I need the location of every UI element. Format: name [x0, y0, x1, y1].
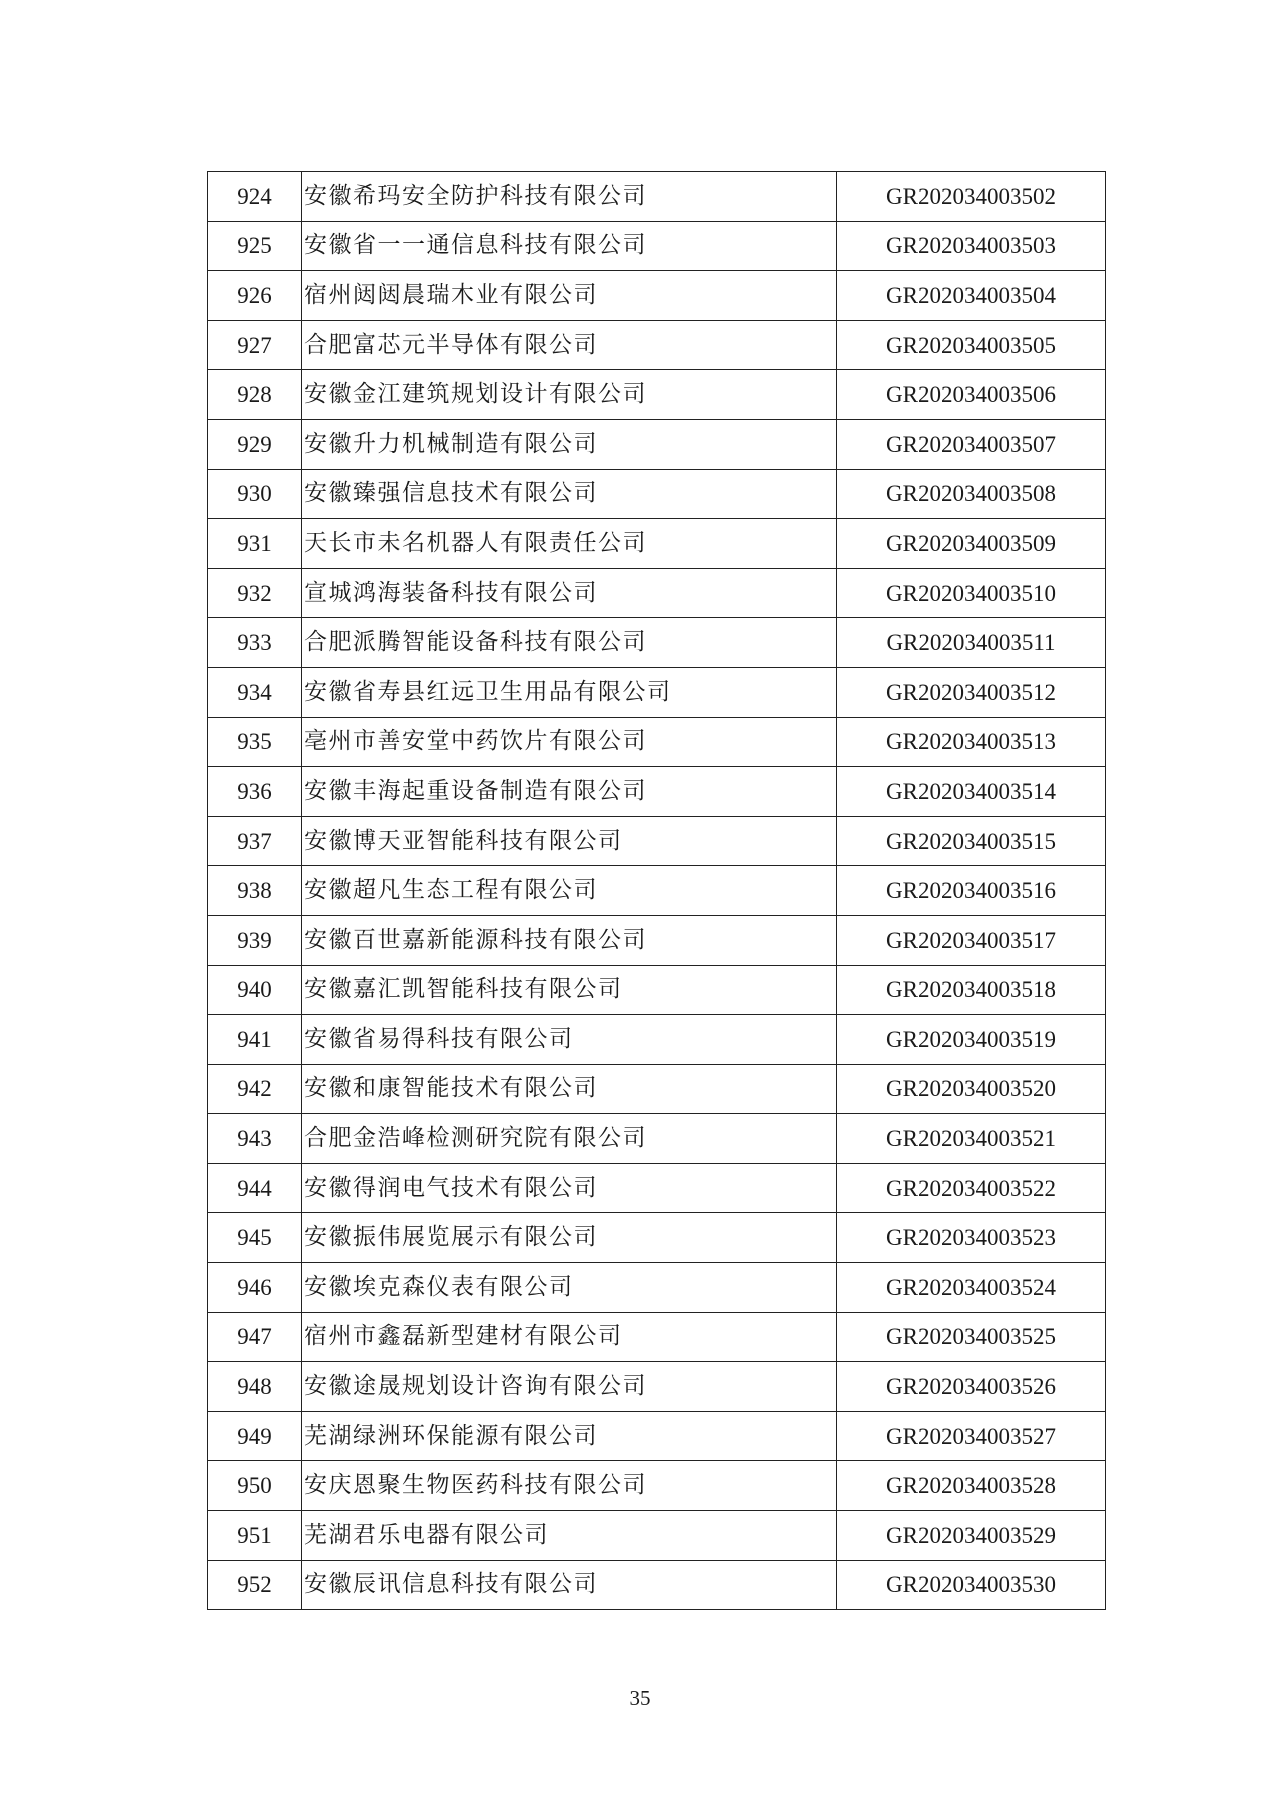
table-row: [208, 1064, 1106, 1114]
row-number-cell: 927: [208, 320, 302, 370]
company-name-cell: 安徽超凡生态工程有限公司: [302, 866, 837, 916]
table-row: [208, 271, 1106, 321]
row-number-cell: 947: [208, 1312, 302, 1362]
company-name-cell: 安徽百世嘉新能源科技有限公司: [302, 915, 837, 965]
table-row: [208, 320, 1106, 370]
row-number-cell: 925: [208, 221, 302, 271]
company-name-cell: 安徽振伟展览展示有限公司: [302, 1213, 837, 1263]
company-registry-table: [207, 171, 1106, 1610]
company-name-cell: 安徽途晟规划设计咨询有限公司: [302, 1362, 837, 1412]
table-row: [208, 221, 1106, 271]
certificate-code-cell: GR202034003521: [837, 1114, 1106, 1164]
table-row: [208, 1560, 1106, 1610]
company-name-cell: 安徽希玛安全防护科技有限公司: [302, 172, 837, 222]
row-number-cell: 933: [208, 618, 302, 668]
certificate-code-cell: GR202034003510: [837, 568, 1106, 618]
table-row: [208, 469, 1106, 519]
certificate-code-cell: GR202034003527: [837, 1411, 1106, 1461]
table-row: [208, 767, 1106, 817]
certificate-code-cell: GR202034003525: [837, 1312, 1106, 1362]
row-number-cell: 952: [208, 1560, 302, 1610]
company-name-cell: 亳州市善安堂中药饮片有限公司: [302, 717, 837, 767]
certificate-code-cell: GR202034003520: [837, 1064, 1106, 1114]
table-row: [208, 172, 1106, 222]
company-name-cell: 安徽埃克森仪表有限公司: [302, 1263, 837, 1313]
table-row: [208, 1114, 1106, 1164]
row-number-cell: 932: [208, 568, 302, 618]
company-name-cell: 安徽博天亚智能科技有限公司: [302, 816, 837, 866]
company-name-cell: 安徽升力机械制造有限公司: [302, 419, 837, 469]
row-number-cell: 937: [208, 816, 302, 866]
registry-table-body: [208, 172, 1106, 1610]
certificate-code-cell: GR202034003522: [837, 1163, 1106, 1213]
certificate-code-cell: GR202034003517: [837, 915, 1106, 965]
company-name-cell: 安徽省寿县红远卫生用品有限公司: [302, 667, 837, 717]
row-number-cell: 945: [208, 1213, 302, 1263]
table-row: [208, 568, 1106, 618]
table-row: [208, 1015, 1106, 1065]
company-name-cell: 安徽金江建筑规划设计有限公司: [302, 370, 837, 420]
row-number-cell: 930: [208, 469, 302, 519]
company-name-cell: 安庆恩聚生物医药科技有限公司: [302, 1461, 837, 1511]
row-number-cell: 951: [208, 1511, 302, 1561]
row-number-cell: 941: [208, 1015, 302, 1065]
table-row: [208, 717, 1106, 767]
table-row: [208, 618, 1106, 668]
company-name-cell: 安徽辰讯信息科技有限公司: [302, 1560, 837, 1610]
certificate-code-cell: GR202034003507: [837, 419, 1106, 469]
row-number-cell: 929: [208, 419, 302, 469]
certificate-code-cell: GR202034003524: [837, 1263, 1106, 1313]
certificate-code-cell: GR202034003516: [837, 866, 1106, 916]
company-name-cell: 安徽丰海起重设备制造有限公司: [302, 767, 837, 817]
table-row: [208, 866, 1106, 916]
table-row: [208, 816, 1106, 866]
certificate-code-cell: GR202034003515: [837, 816, 1106, 866]
table-row: [208, 915, 1106, 965]
row-number-cell: 939: [208, 915, 302, 965]
certificate-code-cell: GR202034003526: [837, 1362, 1106, 1412]
company-name-cell: 芜湖绿洲环保能源有限公司: [302, 1411, 837, 1461]
row-number-cell: 924: [208, 172, 302, 222]
row-number-cell: 938: [208, 866, 302, 916]
table-row: [208, 1163, 1106, 1213]
row-number-cell: 949: [208, 1411, 302, 1461]
company-name-cell: 安徽臻强信息技术有限公司: [302, 469, 837, 519]
row-number-cell: 943: [208, 1114, 302, 1164]
table-row: [208, 667, 1106, 717]
page-number: 35: [629, 1686, 651, 1710]
company-name-cell: 安徽和康智能技术有限公司: [302, 1064, 837, 1114]
certificate-code-cell: GR202034003523: [837, 1213, 1106, 1263]
certificate-code-cell: GR202034003508: [837, 469, 1106, 519]
table-row: [208, 370, 1106, 420]
company-name-cell: 宣城鸿海装备科技有限公司: [302, 568, 837, 618]
table-row: [208, 1461, 1106, 1511]
table-row: [208, 1511, 1106, 1561]
certificate-code-cell: GR202034003530: [837, 1560, 1106, 1610]
company-name-cell: 天长市未名机器人有限责任公司: [302, 519, 837, 569]
company-name-cell: 宿州市鑫磊新型建材有限公司: [302, 1312, 837, 1362]
table-row: [208, 1213, 1106, 1263]
certificate-code-cell: GR202034003514: [837, 767, 1106, 817]
company-name-cell: 安徽嘉汇凯智能科技有限公司: [302, 965, 837, 1015]
row-number-cell: 948: [208, 1362, 302, 1412]
certificate-code-cell: GR202034003528: [837, 1461, 1106, 1511]
row-number-cell: 950: [208, 1461, 302, 1511]
company-name-cell: 安徽省一一通信息科技有限公司: [302, 221, 837, 271]
table-row: [208, 1263, 1106, 1313]
certificate-code-cell: GR202034003504: [837, 271, 1106, 321]
row-number-cell: 944: [208, 1163, 302, 1213]
certificate-code-cell: GR202034003506: [837, 370, 1106, 420]
company-name-cell: 合肥富芯元半导体有限公司: [302, 320, 837, 370]
row-number-cell: 931: [208, 519, 302, 569]
row-number-cell: 946: [208, 1263, 302, 1313]
table-row: [208, 1312, 1106, 1362]
row-number-cell: 926: [208, 271, 302, 321]
certificate-code-cell: GR202034003502: [837, 172, 1106, 222]
certificate-code-cell: GR202034003509: [837, 519, 1106, 569]
certificate-code-cell: GR202034003511: [837, 618, 1106, 668]
row-number-cell: 942: [208, 1064, 302, 1114]
company-name-cell: 合肥金浩峰检测研究院有限公司: [302, 1114, 837, 1164]
company-name-cell: 合肥派腾智能设备科技有限公司: [302, 618, 837, 668]
table-row: [208, 419, 1106, 469]
table-row: [208, 519, 1106, 569]
row-number-cell: 928: [208, 370, 302, 420]
certificate-code-cell: GR202034003513: [837, 717, 1106, 767]
company-name-cell: 芜湖君乐电器有限公司: [302, 1511, 837, 1561]
certificate-code-cell: GR202034003518: [837, 965, 1106, 1015]
certificate-code-cell: GR202034003529: [837, 1511, 1106, 1561]
certificate-code-cell: GR202034003503: [837, 221, 1106, 271]
company-name-cell: 安徽得润电气技术有限公司: [302, 1163, 837, 1213]
row-number-cell: 940: [208, 965, 302, 1015]
table-row: [208, 1362, 1106, 1412]
table-row: [208, 1411, 1106, 1461]
table-row: [208, 965, 1106, 1015]
certificate-code-cell: GR202034003512: [837, 667, 1106, 717]
certificate-code-cell: GR202034003505: [837, 320, 1106, 370]
row-number-cell: 936: [208, 767, 302, 817]
row-number-cell: 934: [208, 667, 302, 717]
certificate-code-cell: GR202034003519: [837, 1015, 1106, 1065]
company-name-cell: 安徽省易得科技有限公司: [302, 1015, 837, 1065]
row-number-cell: 935: [208, 717, 302, 767]
company-name-cell: 宿州闼闼晨瑞木业有限公司: [302, 271, 837, 321]
